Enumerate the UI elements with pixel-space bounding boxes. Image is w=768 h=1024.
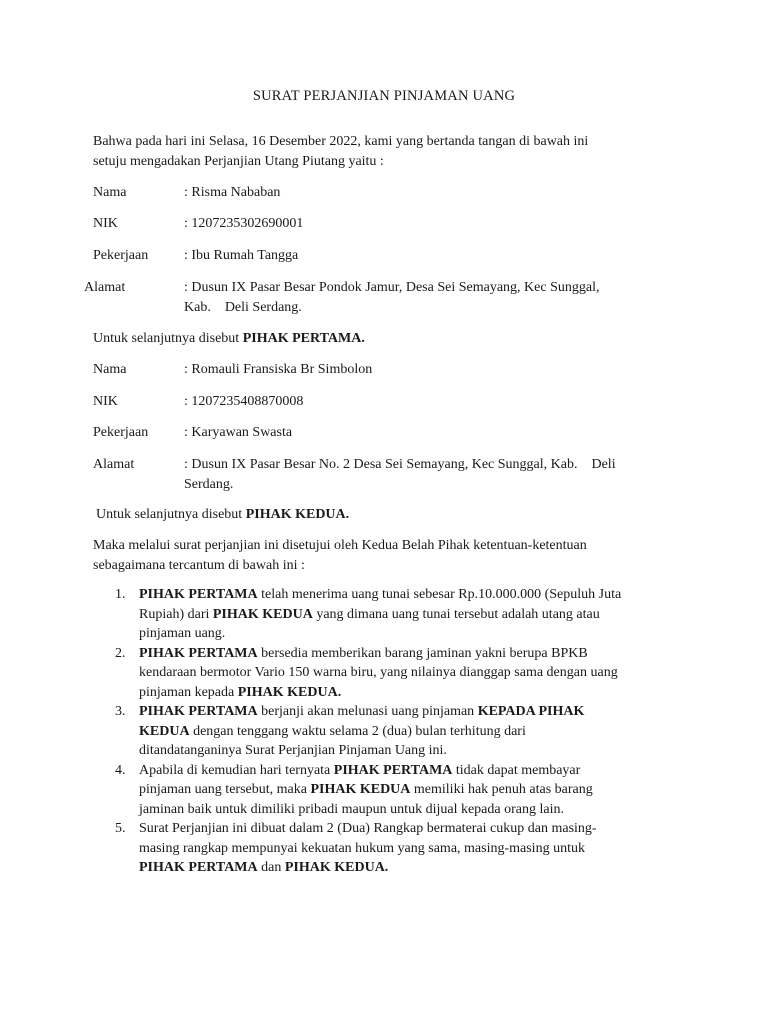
field-label: Pekerjaan bbox=[93, 248, 149, 263]
party2-designation bbox=[96, 505, 671, 525]
term-text: pinjaman uang tersebut, maka bbox=[139, 782, 311, 797]
field-label: NIK bbox=[93, 394, 118, 409]
term-text: Surat Perjanjian ini dibuat dalam 2 (Dua) Rangkap bermaterai cukup dan masing- bbox=[139, 821, 597, 836]
term-text: pinjaman kepada bbox=[139, 684, 238, 700]
term-text: telah menerima uang tunai sebesar Rp.10.000.000 (Sepuluh Juta bbox=[257, 587, 622, 602]
designation-bold: PIHAK PERTAMA. bbox=[242, 331, 365, 346]
field-label: Alamat bbox=[93, 457, 135, 472]
term-text: tidak dapat membayar bbox=[452, 762, 581, 778]
intro-paragraph bbox=[93, 132, 683, 171]
preamble-line: sebagaimana tercantum di bawah ini : bbox=[93, 557, 305, 573]
term-number: 2. bbox=[115, 645, 126, 661]
term-text: memiliki hak penuh atas barang bbox=[410, 782, 593, 797]
terms-list bbox=[93, 585, 663, 878]
bold-party: KEPADA PIHAK bbox=[477, 704, 585, 719]
address-line: : Dusun IX Pasar Besar No. 2 Desa Sei Semayang, Kec Sunggal, Kab. Deli bbox=[184, 457, 616, 472]
agreement-preamble bbox=[93, 536, 668, 575]
term-text: yang dimana uang tunai tersebut adalah utang atau bbox=[312, 606, 600, 622]
intro-line: Bahwa pada hari ini Selasa, 16 Desember 2022, kami yang bertanda tangan di bawah ini bbox=[93, 134, 589, 149]
bold-party: PIHAK PERTAMA bbox=[333, 762, 453, 778]
field-value bbox=[184, 278, 654, 317]
term-text: bersedia memberikan barang jaminan yakni berupa BPKB bbox=[257, 645, 588, 661]
party1-designation bbox=[93, 329, 668, 349]
bold-party: PIHAK KEDUA bbox=[212, 606, 313, 622]
document-title: SURAT PERJANJIAN PINJAMAN UANG bbox=[252, 88, 516, 104]
term-text: berjanji akan melunasi uang pinjaman bbox=[257, 704, 478, 719]
field-label: NIK bbox=[93, 216, 118, 231]
field-value: : Risma Nababan bbox=[184, 185, 281, 200]
term-text: dan bbox=[257, 860, 285, 875]
term-item bbox=[93, 819, 663, 878]
field-label: Pekerjaan bbox=[93, 425, 149, 440]
term-text: ditandatanganinya Surat Perjanjian Pinjaman Uang ini. bbox=[139, 743, 447, 758]
term-text: Apabila di kemudian hari ternyata bbox=[139, 762, 334, 778]
field-value: : Ibu Rumah Tangga bbox=[184, 248, 299, 263]
intro-line: setuju mengadakan Perjanjian Utang Piutang yaitu : bbox=[93, 153, 384, 169]
field-value: : Romauli Fransiska Br Simbolon bbox=[184, 362, 373, 377]
term-item bbox=[93, 585, 663, 644]
term-item bbox=[93, 761, 663, 820]
bold-party: PIHAK KEDUA. bbox=[284, 860, 389, 875]
term-number: 5. bbox=[115, 821, 126, 836]
term-number: 3. bbox=[115, 704, 126, 719]
address-line: : Dusun IX Pasar Besar Pondok Jamur, Desa Sei Semayang, Kec Sunggal, bbox=[184, 280, 600, 295]
field-label: Alamat bbox=[84, 280, 126, 295]
field-label: Nama bbox=[93, 362, 127, 377]
field-value bbox=[184, 455, 664, 494]
bold-party: KEDUA bbox=[139, 723, 190, 739]
bold-party: PIHAK PERTAMA bbox=[139, 587, 258, 602]
term-text: masing rangkap mempunyai kekuatan hukum yang sama, masing-masing untuk bbox=[139, 840, 585, 856]
designation-text: Untuk selanjutnya disebut bbox=[96, 507, 246, 522]
field-value: : 1207235408870008 bbox=[184, 394, 304, 409]
designation-text: Untuk selanjutnya disebut bbox=[93, 331, 243, 346]
term-item bbox=[93, 644, 663, 703]
term-text: Rupiah) dari bbox=[139, 606, 213, 622]
term-number: 4. bbox=[115, 762, 126, 778]
preamble-line: Maka melalui surat perjanjian ini disetujui oleh Kedua Belah Pihak ketentuan-ketentuan bbox=[93, 538, 587, 553]
term-text: dengan tenggang waktu selama 2 (dua) bulan terhitung dari bbox=[189, 723, 526, 739]
field-value: : Karyawan Swasta bbox=[184, 425, 293, 440]
term-text: kendaraan bermotor Vario 150 warna biru, yang nilainya dianggap sama dengan uang bbox=[139, 665, 618, 680]
bold-party: PIHAK KEDUA. bbox=[237, 684, 342, 700]
designation-bold: PIHAK KEDUA. bbox=[245, 507, 350, 522]
bold-party: PIHAK PERTAMA bbox=[139, 645, 258, 661]
term-item bbox=[93, 702, 663, 761]
term-number: 1. bbox=[115, 587, 126, 602]
term-text: jaminan baik untuk dimiliki pribadi maupun untuk dijual kepada orang lain. bbox=[139, 801, 564, 817]
bold-party: PIHAK PERTAMA bbox=[139, 860, 258, 875]
field-label: Nama bbox=[93, 185, 127, 200]
address-line: Kab. Deli Serdang. bbox=[184, 299, 302, 315]
address-line: Serdang. bbox=[184, 476, 234, 492]
bold-party: PIHAK PERTAMA bbox=[139, 704, 258, 719]
bold-party: PIHAK KEDUA bbox=[310, 782, 411, 797]
field-value: : 1207235302690001 bbox=[184, 216, 304, 231]
term-text: pinjaman uang. bbox=[139, 626, 226, 641]
